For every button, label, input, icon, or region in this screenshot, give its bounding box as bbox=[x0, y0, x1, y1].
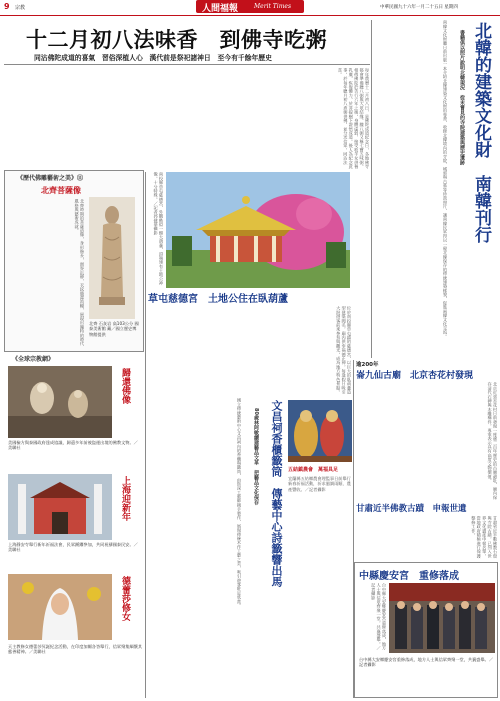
bodhisattva-caption: 北齊 石灰岩 高103公分 國泰美術館 藏／國立歷史博物館提供 bbox=[89, 321, 139, 337]
anbao-headline: 中縣慶安宮 重修落成 bbox=[359, 571, 459, 582]
korea-headline: 北韓的建築文化財 南韓刊行 bbox=[471, 22, 491, 243]
deity-caption: 宜蘭縣五結鄉農會理監事日前舉行新春祈福活動，祈求風調雨順、農產豐收。／記者攝影 bbox=[288, 476, 351, 492]
main-subhead: 同沾佛陀成道的喜氣 習俗深植人心 漢代前是祭祀諸神日 至今有千餘年歷史 bbox=[34, 54, 272, 62]
header-rule bbox=[0, 15, 500, 16]
global-news-title: 《全球宗教網》 bbox=[12, 356, 55, 363]
xiao-headline: 文昌祠香櫃籤筒 傳藝中心詩籤響出馬 bbox=[270, 400, 283, 587]
global-news-box bbox=[4, 354, 144, 700]
masthead-title: 人間福報 bbox=[202, 4, 239, 14]
korea-body: 南韓文化財廳日前出版一本介紹北韓建築文化財的專書，收錄北韓境內的寺院、城郭與古墓等珍貴照片，讓南韓民眾得以一窺北韓保存的傳統建築樣貌，促進兩韓文化交流。 bbox=[443, 20, 448, 339]
temple-headline: 草屯慈德宮 土地公住在臥葫蘆 bbox=[148, 294, 288, 305]
anbao-body-column: 台中縣大安鄉慶安宮重修落成，地方人士與信眾齊聚一堂，共襄盛舉。／記者攝影 bbox=[371, 583, 387, 651]
section-label: 宗教 bbox=[15, 5, 26, 11]
ceremony-image bbox=[389, 583, 495, 653]
deity-box bbox=[288, 398, 352, 698]
column-rule-2 bbox=[371, 20, 372, 358]
xiao-story bbox=[146, 398, 286, 700]
deity-statues-image bbox=[288, 400, 352, 462]
page-header bbox=[0, 0, 500, 16]
deity-title: 五結鎮農會 萬福具足 bbox=[288, 467, 339, 473]
korea-subhead: 書籍俱以照片說明北韓現況 從未嘗見的寺院建築與歷史遺跡 bbox=[459, 30, 465, 165]
anbao-caption: 台中縣大安鄉慶安宮重修落成，地方人士與信眾齊聚一堂，共襄盛舉。／記者攝影 bbox=[359, 657, 494, 668]
main-story-body: 每年農曆十二月初八日，是佛陀成道紀念日，各地佛寺都會準備臘八粥與大眾結緣。臘八粥又稱七寶五味粥，相傳佛陀於苦行六年之後，身體虛弱，接受牧羊女供養乳糜，恢復體力，於菩提樹下證悟成道。後人為紀念此事，於每年臘月初八煮粥供佛，並分送信眾，同沾法喜。 bbox=[337, 68, 370, 169]
masthead-english: Merit Times bbox=[254, 3, 292, 10]
shanghai-temple-image bbox=[8, 474, 112, 540]
news-caption-1: 美國檢方與泰國政府達成協議，歸還多年前被盜運出境的佛教文物。／美聯社 bbox=[8, 440, 138, 451]
anbao-photo bbox=[389, 583, 495, 653]
news-caption-3: 天主教修女德蕾莎冥誕紀念活動，在印度加爾各答舉行，信眾聚集緬懷其慈善精神。／美聯社 bbox=[8, 644, 143, 655]
main-story-rule bbox=[4, 64, 370, 65]
anbao-story bbox=[354, 562, 498, 698]
temple-story bbox=[146, 172, 352, 398]
korea-story bbox=[372, 20, 496, 358]
ginkgo-headline: 崙九仙古廟 北京杏花村發現 bbox=[356, 371, 474, 381]
news-caption-2: 上海靜安寺舉行新年祈福法會，民眾踴躍參加，共同祝禱國泰民安。／美聯社 bbox=[8, 542, 138, 553]
ginkgo-body: 北京近郊杏花村日前發現一座逾二百年歷史的古廟遺址，廟內保存清代石碑與木雕構件，專家表示具有高度文物價值。 bbox=[487, 382, 498, 500]
news-photo-2 bbox=[8, 474, 112, 540]
news-title-1: 歸還佛像 bbox=[120, 368, 130, 404]
ginkgo-kicker: 逾200年 bbox=[356, 362, 379, 368]
main-headline: 十二月初八法味香 到佛寺吃粥 bbox=[26, 27, 327, 52]
xiao-body: 國立傳統藝術中心文昌祠內的香櫃與籤筒，由資深工藝師親手製作，展現傳統木作工藝之美，吸引遊客駐足欣賞。 bbox=[237, 398, 242, 608]
series-item-title: 北齊菩薩像 bbox=[41, 186, 81, 195]
temple-photo-caption: 南投縣草屯慈德宮，外觀酷似一顆大葫蘆，頂端建有土地公神像，十分特殊。／記者郭健華攝影 bbox=[153, 172, 164, 286]
ganzhe-body: 甘肅省近半數佛教石窟與寺院古蹟，已列入世界文化遺產申報名單，當地政府積極進行保護整修工作。 bbox=[471, 516, 498, 558]
date-line: 中華民國九十六年一月二十五日 星期四 bbox=[380, 5, 458, 10]
ganzhe-headline: 甘肅近半佛教古蹟 申報世遺 bbox=[356, 504, 467, 514]
temple-body: 位於南投縣草屯鎮的慈德宮，以巨大的臥葫蘆造型建築聞名，廟內供奉福德正神，每逢假日吸引大批遊客前來參拜與觀光，成為地方特色景點。 bbox=[336, 306, 352, 394]
column-rule-3 bbox=[353, 360, 354, 698]
nun-portrait-image bbox=[8, 574, 112, 640]
gourd-temple-photo bbox=[166, 172, 350, 288]
xiao-subhead: 80歲林阿敏續建藝品文革 把藝品文化保存 bbox=[253, 408, 259, 505]
series-box bbox=[4, 170, 144, 352]
masthead-logo bbox=[196, 0, 304, 13]
temple-image bbox=[166, 172, 350, 288]
statue-image bbox=[89, 197, 135, 319]
ganzhe-story bbox=[354, 500, 498, 560]
main-story bbox=[4, 20, 370, 172]
news-photo-3 bbox=[8, 574, 112, 640]
page-number: 9 bbox=[4, 2, 10, 11]
column-rule-1 bbox=[145, 172, 146, 698]
news-title-3: 德蕾莎修女 bbox=[120, 576, 130, 621]
deity-photo bbox=[288, 400, 352, 462]
news-title-2: 上海迎新年 bbox=[120, 476, 130, 521]
series-title: 《歷代佛雕藝術之美》⑪ bbox=[17, 175, 84, 182]
ginkgo-story bbox=[354, 360, 498, 500]
news-photo-1 bbox=[8, 366, 112, 438]
bodhisattva-photo bbox=[89, 197, 135, 319]
series-body: 北齊時期的菩薩造像，身形修長，面容沉靜，衣紋簡潔流暢，展現出獨特的時代風格與藝術成就。 bbox=[74, 199, 85, 346]
buddha-artifacts-image bbox=[8, 366, 112, 438]
